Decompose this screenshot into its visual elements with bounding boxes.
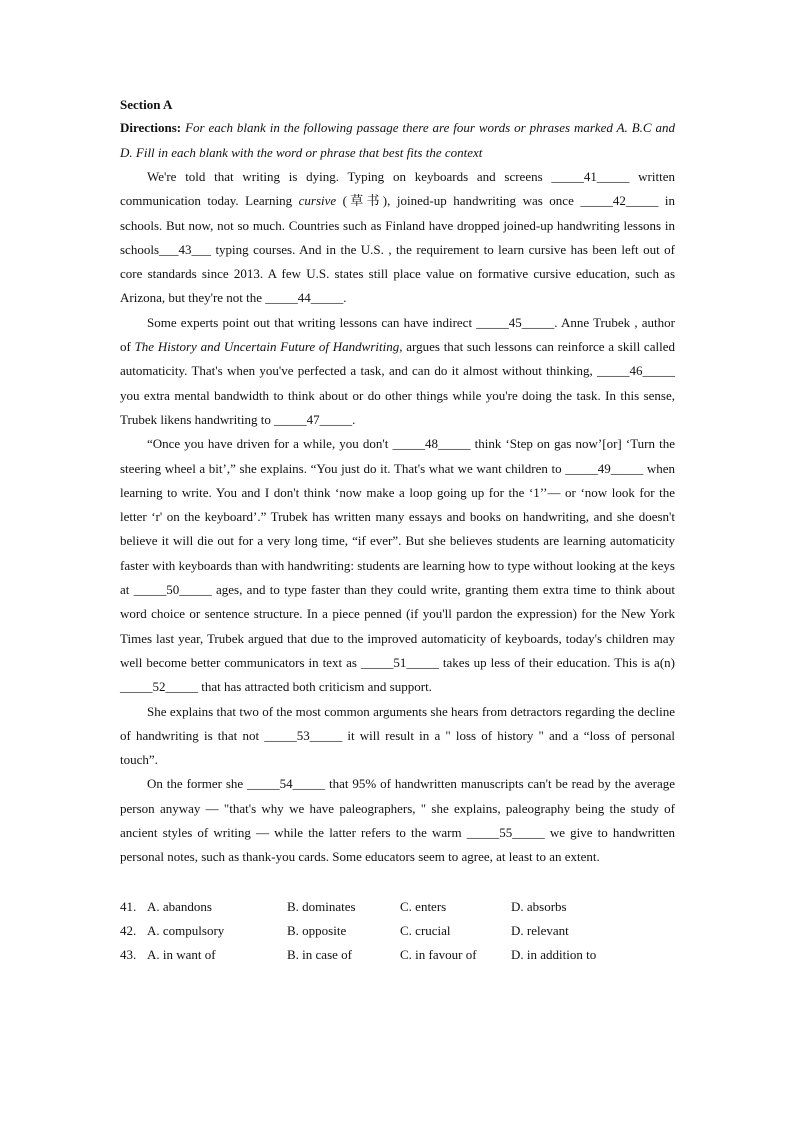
option-a: A. compulsory bbox=[147, 922, 225, 938]
passage-paragraph-1 bbox=[120, 165, 675, 311]
exam-section bbox=[120, 94, 675, 967]
question-row-42 bbox=[120, 919, 675, 943]
option-b: B. dominates bbox=[287, 898, 356, 914]
question-number: 42. bbox=[120, 922, 137, 938]
option-a: A. abandons bbox=[147, 898, 212, 914]
passage-paragraph-4: She explains that two of the most common arguments she hears from detractors regarding the decline of handwriting is that not _____53_____ it will result in a " loss of history " and a “loss of personal touch”. bbox=[120, 703, 675, 768]
passage-paragraph-3: “Once you have driven for a while, you don't _____48_____ think ‘Step on gas now’[or] ‘Turn the steering wheel a bit’,” she explains. “You just do it. That's what we want children to _____49_____ when learning to write. You and I don't think ‘now make a loop going up for the ‘1’’— or ‘now look for the letter ‘r' on the keyboard’.” Trubek has written many essays and books on handwriting, and she doesn't believe it will die out for a very long time, “if ever”. But she believes students are learning automaticity faster with keyboards than with handwriting: students are learning how to type without looking at the keys at _____50_____ ages, and to type faster than they could write, granting them extra time to think about word choice or sentence structure. In a piece penned (if you'll pardon the expression) for the New York Times last year, Trubek argued that due to the improved automaticity of keyboards, today's children may well become better communicators in text as _____51_____ takes up less of their education. This is a(n) _____52_____ that has attracted both criticism and support. bbox=[120, 436, 675, 695]
section-title: Section A bbox=[120, 97, 173, 112]
option-b: B. opposite bbox=[287, 922, 347, 938]
answer-options bbox=[120, 895, 675, 967]
passage-paragraph-2 bbox=[120, 311, 675, 432]
question-number: 41. bbox=[120, 898, 137, 914]
option-c: C. crucial bbox=[400, 922, 451, 938]
book-title: The History and Uncertain Future of Handwriting bbox=[134, 339, 400, 355]
directions-label: Directions: bbox=[120, 120, 182, 135]
option-d: D. relevant bbox=[511, 922, 569, 938]
text-span: We're told that writing is dying. Typing on keyboards and screens _____41_____ written communication today. Learning bbox=[120, 169, 675, 209]
passage-paragraph-5: On the former she _____54_____ that 95% of handwritten manuscripts can't be read by the average person anyway — "that's why we have paleographers, " she explains, paleography being the study of ancient styles of writing — while the latter refers to the warm _____55_____ we give to handwritten personal notes, such as thank-you cards. Some educators seem to agree, at least to an extent. bbox=[120, 776, 675, 865]
text-span: (草书), joined-up handwriting was once _____42_____ in schools. But now, not so much. Countries such as Finland have dropped joined-up handwriting lessons in schools___43___ typing courses. And in the U.S. , the requirement to learn cursive has been left out of core standards since 2013. A few U.S. states still place value on formative cursive education, such as Arizona, but they're not the _____44_____. bbox=[120, 193, 675, 306]
text-span: , argues that such lessons can reinforce a skill called automaticity. That's when you've perfected a task, and can do it almost without thinking, _____46_____ you extra mental bandwidth to think about or do other things while you're doing the task. In this sense, Trubek likens handwriting to _____47_____. bbox=[120, 339, 675, 427]
directions bbox=[120, 116, 675, 165]
italic-term: cursive bbox=[298, 193, 337, 209]
question-row-41 bbox=[120, 895, 675, 919]
option-a: A. in want of bbox=[147, 946, 216, 962]
text-span: Some experts point out that writing lessons can have indirect _____45_____. Anne Trubek , author of bbox=[120, 314, 675, 355]
option-d: D. absorbs bbox=[511, 898, 567, 914]
question-number: 43. bbox=[120, 946, 137, 962]
option-c: C. enters bbox=[400, 898, 447, 914]
option-b: B. in case of bbox=[287, 946, 352, 962]
option-d: D. in addition to bbox=[511, 946, 597, 962]
question-row-43 bbox=[120, 943, 675, 967]
directions-text: For each blank in the following passage there are four words or phrases marked A. B.C and D. Fill in each blank with the word or phrase that best fits the context bbox=[120, 120, 675, 160]
option-c: C. in favour of bbox=[400, 946, 477, 962]
